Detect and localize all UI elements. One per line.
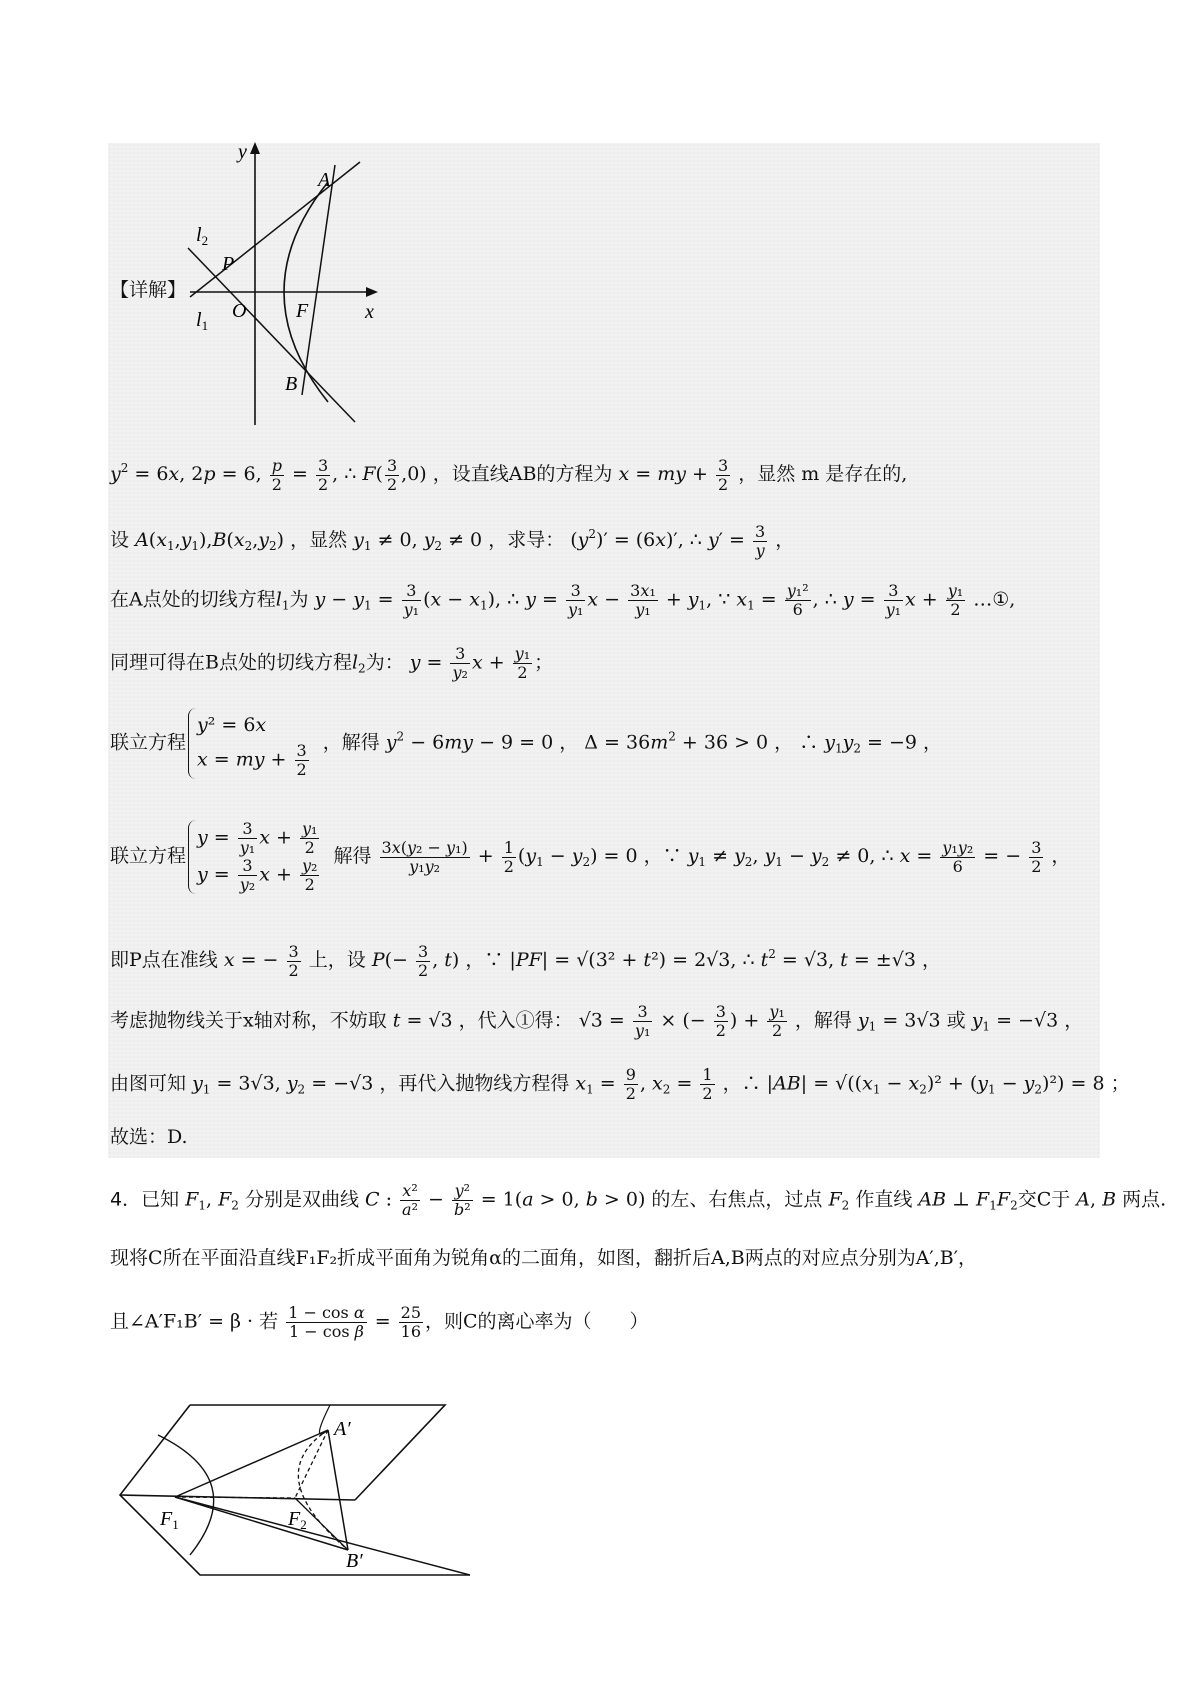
- solution-line-6: 联立方程 y = $\frac{3}{\text{y₁}}$ x + $\frac{\text{y₁}}{2}$ y = $\frac{3}{\text{y₂}}$ x + $\frac{\text{y₂}}{2}$ 解得 $\frac{\text{3x(y₂ − y₁)}}{\text{y₁y₂}}$ + $\frac{1}{2}$ $(y_1 - y_2) = 0$ ，∵ $y_1 \ne y_2$, $y_1 - y_2 \ne 0$, ∴ x = $\frac{\text{y₁y₂}}{6}$ = − $\frac{3}{2}$ ，: [110, 819, 1071, 894]
- solution-line-4: 同理可得在B点处的切线方程$l_2$为： y = $\frac{3}{\text{y₂}}$ x + $\frac{\text{y₁}}{2}$ ；: [110, 644, 554, 682]
- s8-mid2: ，解得: [794, 1009, 852, 1032]
- label-A-prime: A′: [334, 1418, 351, 1440]
- svg-text:F1: [159, 1508, 179, 1532]
- solution-line-8: 考虑抛物线关于x轴对称，不妨取 t = √3 ，代入①得： √3 = $\frac{3}{\text{y₁}}$ × (− $\frac{3}{2}$ ) + $\frac{\text{y₁}}{2}$ ，解得 $y_1 = 3√3$ 或 $y_1 = -√3$ ，: [110, 1002, 1084, 1040]
- q4-line1-a: 已知: [141, 1188, 180, 1211]
- q4-number: 4．: [110, 1188, 142, 1211]
- fold-figure: [110, 1385, 470, 1580]
- s1-text: ，设直线AB的方程为: [432, 463, 613, 485]
- q4-line3-a: 且∠A′F₁B′ = β · 若: [110, 1310, 279, 1333]
- solution-line-2: 设 $A(x_1,y_1),B(x_2,y_2)$ ，显然 $y_1 \ne 0$, $y_2 \ne 0$ ，求导： $(y^2)' = (6x)'$, ∴ y′ = $\frac{3}{y}$ ，: [110, 521, 795, 560]
- q4-line-2: 现将C所在平面沿直线F₁F₂折成平面角为锐角α的二面角，如图，翻折后A,B两点的对应点分别为A′,B′，: [110, 1247, 978, 1269]
- s6-mid: 解得: [333, 845, 372, 867]
- s3-mid: 为: [289, 588, 309, 611]
- s8-mid: ，代入①得：: [458, 1009, 573, 1032]
- svg-text:F2: [287, 1508, 307, 1532]
- q4-line1-b: 分别是双曲线: [244, 1188, 359, 1211]
- s6-start: 联立方程: [110, 845, 187, 867]
- s4-mid: 为：: [365, 651, 404, 674]
- label-O: O: [232, 300, 247, 322]
- label-F1-sub: 1: [172, 1517, 179, 1532]
- s5-start: 联立方程: [110, 731, 187, 754]
- s7-start: 即P点在准线: [110, 949, 218, 971]
- s1-end: ，显然 m 是存在的,: [738, 463, 908, 485]
- q4-line1-d: 作直线: [855, 1188, 913, 1211]
- label-A: A: [318, 169, 331, 191]
- parabola-figure: [150, 140, 410, 430]
- q4-line1-c: 的左、右焦点，过点: [651, 1188, 823, 1211]
- label-F2: F: [288, 1508, 301, 1530]
- label-F2-sub: 2: [300, 1517, 307, 1532]
- svg-text:l1: [196, 309, 208, 333]
- label-B: B: [285, 373, 298, 395]
- s2-start: 设: [110, 529, 130, 551]
- solution-line-3: 在A点处的切线方程$l_1$为 $y - y_1$ = $\frac{3}{\text{y₁}}$ $(x - x_1)$, ∴ y = $\frac{3}{\text{y₁}}$ x − $\frac{\text{3x₁}}{\text{y₁}}$ + $y_1$, ∵ $x_1$ = $\frac{\text{y₁²}}{6}$ , ∴ y = $\frac{3}{\text{y₁}}$ x + $\frac{\text{y₁}}{2}$ …①,: [110, 581, 1016, 619]
- label-x: x: [365, 301, 374, 323]
- solution-line-7: 即P点在准线 x = − $\frac{3}{2}$ 上，设 P(− $\frac{3}{2}$ , t) ，∵ |PF| = √(3² + t²) = 2√3, ∴ $t^2 = √3$, t = ±√3 ，: [110, 941, 941, 980]
- s8-start: 考虑抛物线关于x轴对称，不妨取: [110, 1009, 387, 1032]
- svg-text:l2: [196, 224, 208, 248]
- q4-line1-f: 两点.: [1122, 1188, 1167, 1211]
- s9-mid: ，再代入抛物线方程得: [379, 1072, 570, 1095]
- q4-line-3: 且∠A′F₁B′ = β · 若 $\frac{\text{1 − cos α}}{\text{1 − cos β}}$ = $\frac{25}{16}$ ，则C的离心率为（ ）: [110, 1303, 649, 1341]
- q4-line3-b: ，则C的离心率为（ ）: [425, 1310, 649, 1333]
- solution-line-1: $y^2 = 6x$, 2p = 6, $\frac{p}{2}$ = $\frac{3}{2}$ , ∴ F( $\frac{3}{2}$ ,0) ，设直线AB的方程为 x = my + $\frac{3}{2}$ ，显然 m 是存在的,: [110, 455, 908, 494]
- label-l1: l: [196, 309, 202, 331]
- label-l2-sub: 2: [201, 233, 209, 248]
- solution-line-10: 故选：D.: [110, 1126, 188, 1148]
- label-F: F: [296, 300, 309, 322]
- s8-or: 或: [946, 1009, 966, 1032]
- s5-mid: ，解得: [322, 731, 380, 754]
- detail-label: 【详解】: [110, 279, 187, 301]
- s9-start: 由图可知: [110, 1072, 187, 1095]
- s3-start: 在A点处的切线方程: [110, 588, 276, 611]
- label-l2: l: [196, 224, 202, 246]
- s7-mid: 上，设: [308, 949, 366, 971]
- s2-mid: ，显然: [290, 529, 348, 551]
- label-y: y: [238, 141, 247, 163]
- label-B-prime: B′: [346, 1550, 363, 1572]
- solution-line-5: 联立方程 y² = 6x x = my + $\frac{3}{2}$ ，解得 $y^2 - 6my - 9 = 0$ ， $\Delta = 36m^2 + 36 > 0$ ， ∴ $y_1y_2 = -9$ ，: [110, 708, 942, 779]
- label-F1: F: [160, 1508, 173, 1530]
- solution-line-9: 由图可知 $y_1 = 3√3$, $y_2 = -√3$ ，再代入抛物线方程得 $x_1$ = $\frac{9}{2}$ , $x_2$ = $\frac{1}{2}$ ，∴ $|AB| = √((x_1 - x_2)^2 + (y_1 - y_2)^2) = 8$ ；: [110, 1065, 1130, 1103]
- s4-start: 同理可得在B点处的切线方程: [110, 651, 352, 674]
- q4-line1-e: 交C于: [1017, 1188, 1071, 1211]
- q4-line-1: 4．已知 $F_1$, $F_2$ 分别是双曲线 C : $\frac{\text{x²}}{\text{a²}}$ − $\frac{\text{y²}}{\text{b²}}$ = 1(a > 0, b > 0) 的左、右焦点，过点 $F_2$ 作直线 AB ⊥ $F_1F_2$交C于 A, B 两点.: [110, 1181, 1167, 1219]
- label-P: P: [222, 253, 235, 275]
- s2-mid2: ，求导：: [488, 529, 565, 551]
- label-l1-sub: 1: [201, 318, 209, 333]
